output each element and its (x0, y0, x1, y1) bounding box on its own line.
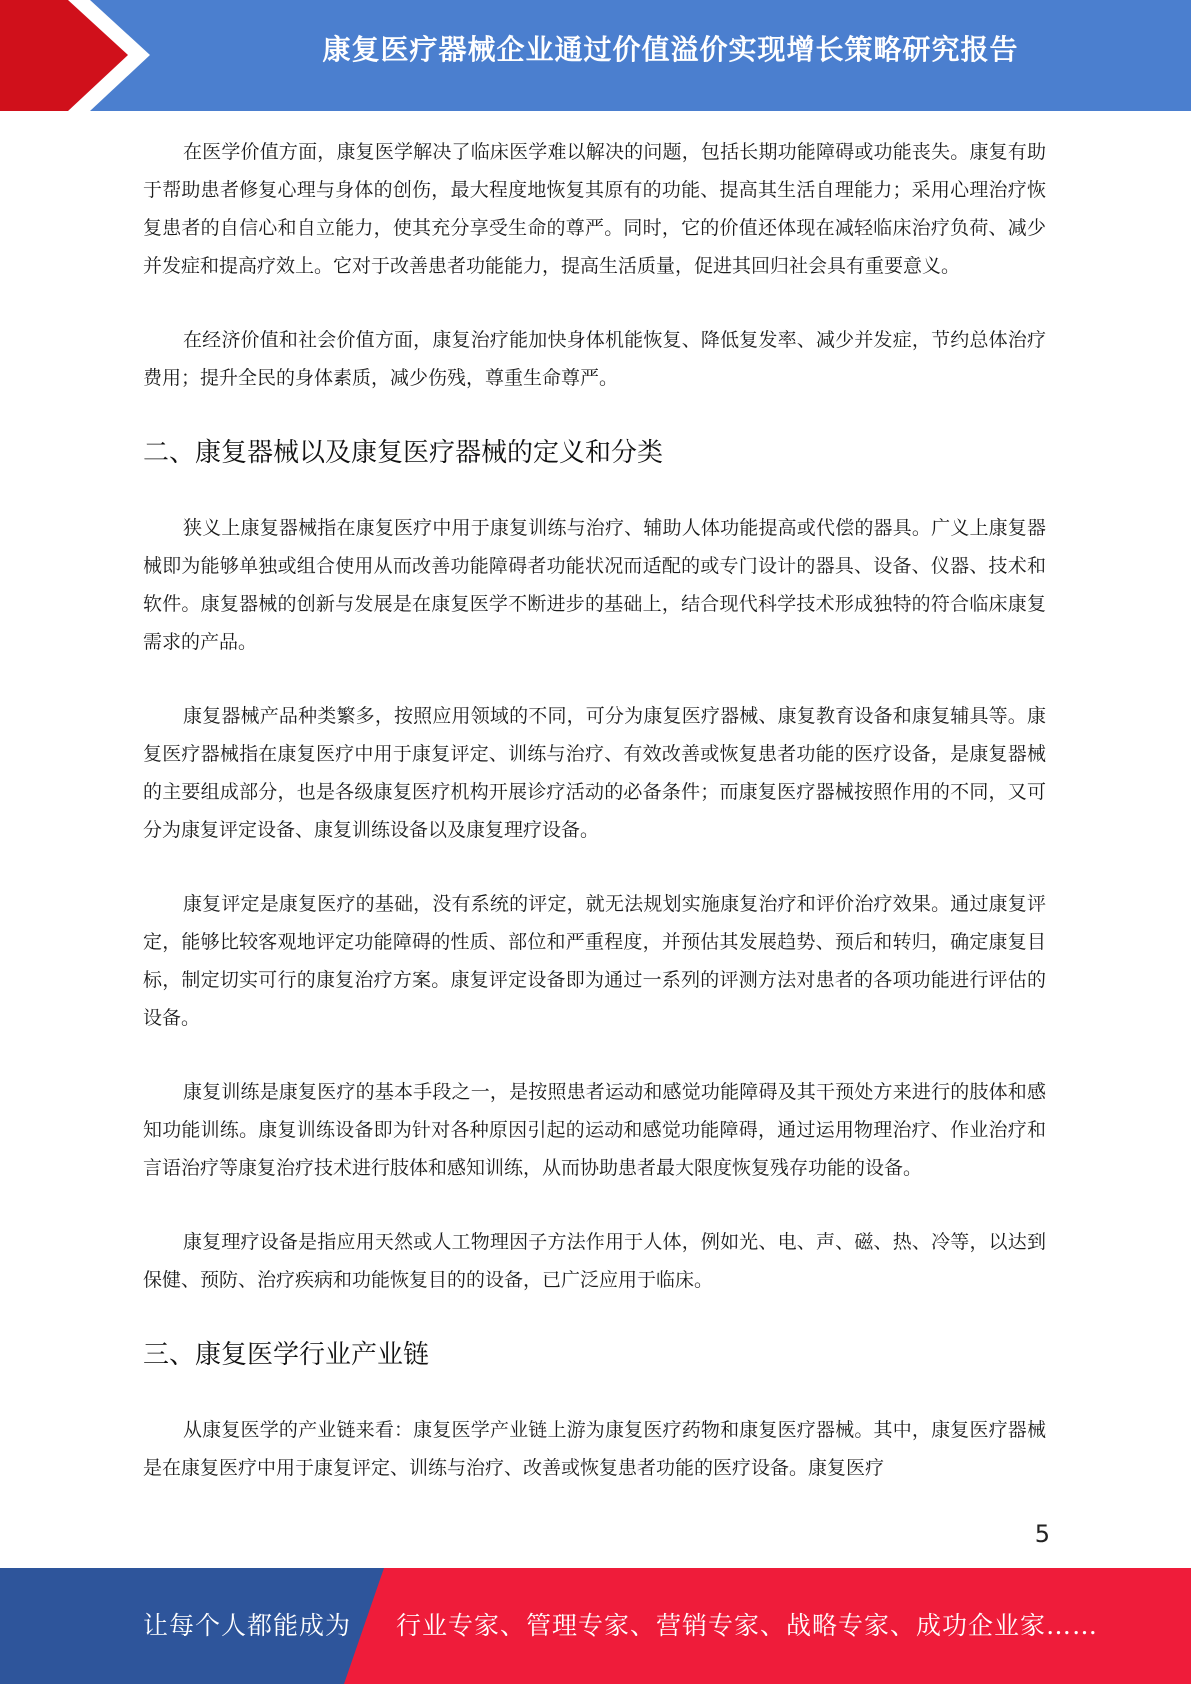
paragraph-medical-value: 在医学价值方面，康复医学解决了临床医学难以解决的问题，包括长期功能障碍或功能丧失。康复有助于帮助患者修复心理与身体的创伤，最大程度地恢复其原有的功能、提高其生活自理能力；采用心理治疗恢复患者的自信心和自立能力，使其充分享受生命的尊严。同时，它的价值还体现在减轻临床治疗负荷、减少并发症和提高疗效上。它对于改善患者功能能力，提高生活质量，促进其回归社会具有重要意义。 (143, 141, 1046, 277)
paragraph-physiotherapy: 康复理疗设备是指应用天然或人工物理因子方法作用于人体，例如光、电、声、磁、热、冷等，以达到保健、预防、治疗疾病和功能恢复目的的设备，已广泛应用于临床。 (143, 1231, 1046, 1291)
red-arrow-decoration (0, 0, 160, 111)
section-heading-definition: 二、康复器械以及康复医疗器械的定义和分类 (143, 438, 664, 468)
page-header (0, 0, 1191, 111)
page-footer (0, 1568, 1191, 1684)
section-heading-industry-chain: 三、康复医学行业产业链 (143, 1340, 430, 1370)
report-title: 康复医疗器械企业通过价值溢价实现增长策略研究报告 (322, 33, 1019, 66)
paragraph-definition: 狭义上康复器械指在康复医疗中用于康复训练与治疗、辅助人体功能提高或代偿的器具。广义上康复器械即为能够单独或组合使用从而改善功能障碍者功能状况而适配的或专门设计的器具、设备、仪器、技术和软件。康复器械的创新与发展是在康复医学不断进步的基础上，结合现代科学技术形成独特的符合临床康复需求的产品。 (143, 517, 1046, 653)
paragraph-training: 康复训练是康复医疗的基本手段之一，是按照患者运动和感觉功能障碍及其干预处方来进行的肢体和感知功能训练。康复训练设备即为针对各种原因引起的运动和感觉功能障碍，通过运用物理治疗、作业治疗和言语治疗等康复治疗技术进行肢体和感知训练，从而协助患者最大限度恢复残存功能的设备。 (143, 1081, 1046, 1179)
document-body (143, 133, 1046, 1523)
paragraph-classification: 康复器械产品种类繁多，按照应用领域的不同，可分为康复医疗器械、康复教育设备和康复辅具等。康复医疗器械指在康复医疗中用于康复评定、训练与治疗、有效改善或恢复患者功能的医疗设备，是康复器械的主要组成部分，也是各级康复医疗机构开展诊疗活动的必备条件；而康复医疗器械按照作用的不同，又可分为康复评定设备、康复训练设备以及康复理疗设备。 (143, 705, 1046, 841)
page-number: 5 (1034, 1520, 1050, 1548)
paragraph-industry-chain: 从康复医学的产业链来看：康复医学产业链上游为康复医疗药物和康复医疗器械。其中，康复医疗器械是在康复医疗中用于康复评定、训练与治疗、改善或恢复患者功能的医疗设备。康复医疗 (143, 1419, 1046, 1479)
footer-slogan-right: 行业专家、管理专家、营销专家、战略专家、成功企业家…… (396, 1611, 1099, 1640)
paragraph-assessment: 康复评定是康复医疗的基础，没有系统的评定，就无法规划实施康复治疗和评价治疗效果。通过康复评定，能够比较客观地评定功能障碍的性质、部位和严重程度，并预估其发展趋势、预后和转归，确定康复目标，制定切实可行的康复治疗方案。康复评定设备即为通过一系列的评测方法对患者的各项功能进行评估的设备。 (143, 893, 1046, 1029)
footer-slogan-left: 让每个人都能成为 (143, 1611, 352, 1640)
paragraph-economic-value: 在经济价值和社会价值方面，康复治疗能加快身体机能恢复、降低复发率、减少并发症，节约总体治疗费用；提升全民的身体素质，减少伤残，尊重生命尊严。 (143, 329, 1046, 389)
